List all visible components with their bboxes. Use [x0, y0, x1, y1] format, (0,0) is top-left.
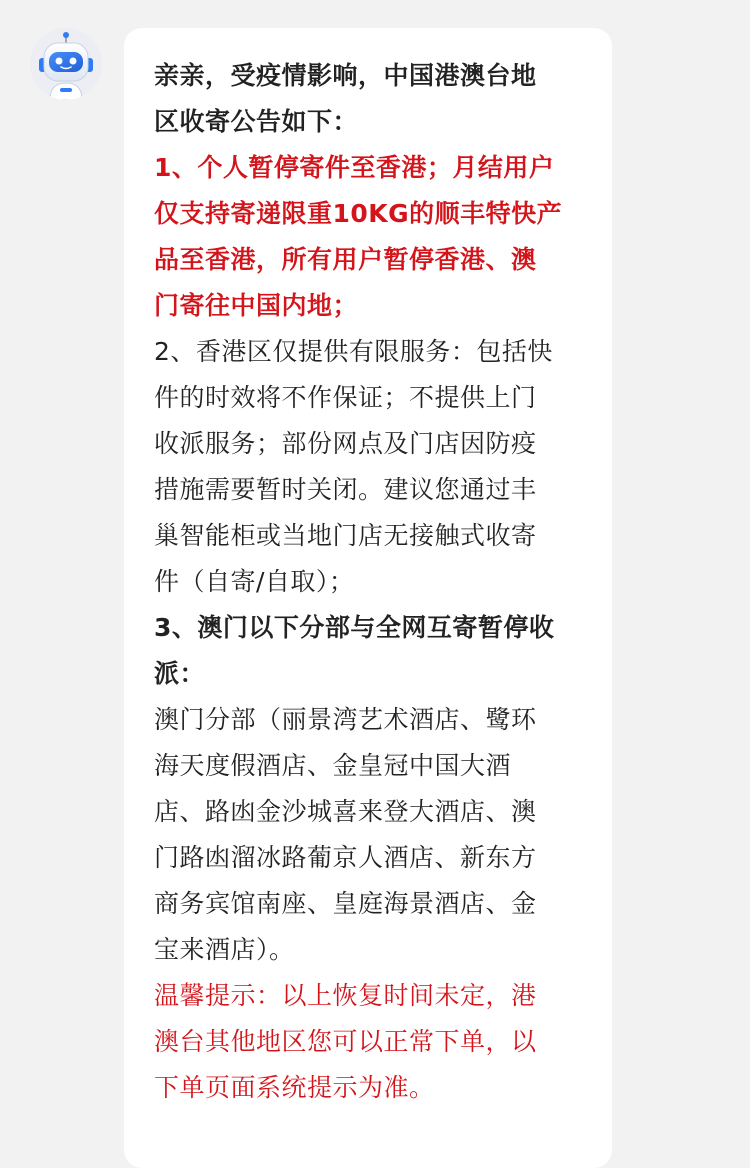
- message-line: 措施需要暂时关闭。建议您通过丰: [154, 475, 537, 504]
- message-line: 巢智能柜或当地门店无接触式收寄: [154, 521, 537, 550]
- message-line-highlight: 仅支持寄递限重10KG的顺丰特快产: [154, 199, 563, 228]
- message-line: 店、路凼金沙城喜来登大酒店、澳: [154, 797, 537, 826]
- message-line: 亲亲，受疫情影响，中国港澳台地: [154, 61, 537, 90]
- message-line-highlight: 品至香港，所有用户暂停香港、澳: [154, 245, 537, 274]
- message-line: 澳门分部（丽景湾艺术酒店、鹭环: [154, 705, 537, 734]
- message-line: 件的时效将不作保证；不提供上门: [154, 383, 537, 412]
- assistant-message-bubble: [124, 28, 612, 1168]
- message-line-tip: 澳台其他地区您可以正常下单，以: [154, 1027, 537, 1056]
- message-line: 3、澳门以下分部与全网互寄暂停收: [154, 613, 555, 642]
- message-line: 收派服务；部份网点及门店因防疫: [154, 429, 537, 458]
- robot-assistant-icon: [30, 28, 102, 100]
- assistant-avatar[interactable]: [30, 28, 102, 100]
- message-line-highlight: 1、个人暂停寄件至香港；月结用户: [154, 153, 555, 182]
- message-line: 宝来酒店）。: [154, 935, 295, 964]
- message-line-tip: 温馨提示：以上恢复时间未定，港: [154, 981, 537, 1010]
- message-line-tip: 下单页面系统提示为准。: [154, 1073, 435, 1102]
- message-line: 海天度假酒店、金皇冠中国大酒: [154, 751, 512, 780]
- message-line: 2、香港区仅提供有限服务：包括快: [154, 337, 553, 366]
- message-line: 区收寄公告如下：: [154, 107, 359, 136]
- message-line: 件（自寄/自取）；: [154, 567, 355, 596]
- message-line: 派：: [154, 659, 206, 688]
- message-line: 门路凼溜冰路葡京人酒店、新东方: [154, 843, 537, 872]
- message-line-highlight: 门寄往中国内地；: [154, 291, 359, 320]
- message-line: 商务宾馆南座、皇庭海景酒店、金: [154, 889, 537, 918]
